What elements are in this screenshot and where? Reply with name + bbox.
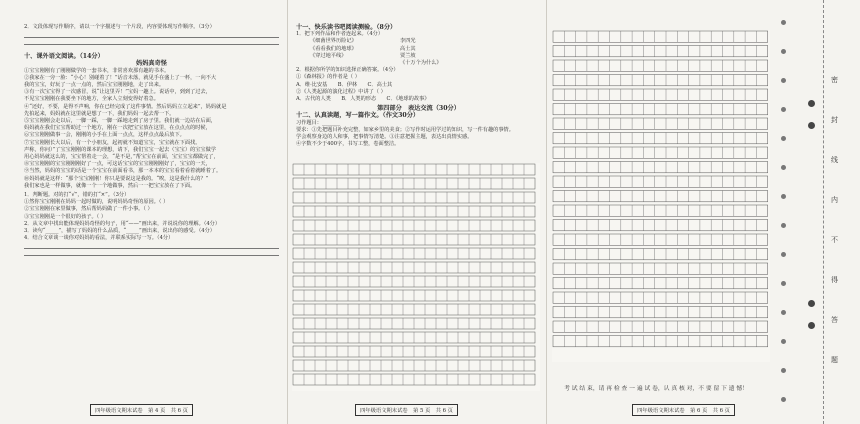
- essay-topic: 习作题目：_______: [296, 119, 341, 126]
- question-line: 4．结合文章谈一谈你对妈妈的看法，并联系实际写一写。（4分）: [24, 235, 174, 242]
- answer-line: [24, 44, 279, 45]
- binding-hole: [808, 322, 815, 329]
- grid-row: [553, 89, 768, 100]
- binding-dot: [781, 165, 786, 170]
- answer-line: [24, 37, 279, 38]
- grid-row: [553, 205, 768, 216]
- choice-line: A．古代的人类 B．人类的形态 C．《地球的故事》: [296, 96, 430, 103]
- binding-hole: [808, 300, 815, 307]
- binding-hole: [808, 100, 815, 107]
- binding-char: 题: [831, 356, 838, 364]
- question-line: 1．判断题。对的打“√”，错的打“×”。（3分）: [24, 192, 130, 199]
- grid-row: [553, 176, 768, 187]
- binding-hole: [808, 122, 815, 129]
- grid-row: [553, 336, 768, 347]
- reading-line: 声称，你问）”了宝宝刚刚的课本的理想，请下，我们宝宝一起去（宝宝）的宝宝做学: [24, 146, 216, 153]
- question-list: [24, 192, 279, 242]
- reading-line: 妈妈就在我们宝宝帮助过一个地方，刚在一次把宝宝放在这里，在点点点的时候，: [24, 125, 211, 132]
- question-line: ①然你宝宝刚刚在妈妈一起时做的，说明妈妈奇怪的原因。（ ）: [24, 199, 169, 206]
- section-11-q1: 1．把下列作品和作者连起来。（4分）: [296, 31, 384, 38]
- question-2-prompt: 2．文段体现写作顺序，请以一个字描述与一个片段，内容要体现写作顺序。（3分）: [24, 24, 215, 30]
- grid-row: [553, 263, 768, 274]
- reading-line: 用心妈妈就这么的，宝宝帮着走一会，“是不是，”帮宝宝在前面，宝宝宝宝都做完了，: [24, 154, 219, 161]
- match-work: 《看看我们的地球》: [310, 45, 357, 52]
- grid-row: [553, 133, 768, 144]
- section-11-q2: 2．根据你所学的知识选择正确答案。（4分）: [296, 67, 399, 74]
- match-author: 高士其: [400, 45, 416, 52]
- grid-row: [553, 321, 768, 332]
- section-12-title: 十二、认真读题，写一篇作文。（作文30分）: [296, 112, 420, 120]
- writing-grid: [552, 30, 770, 362]
- match-author: 李四光: [400, 38, 416, 45]
- grid-row: [553, 60, 768, 71]
- binding-dot: [781, 78, 786, 83]
- reading-line: ③有一次宝宝得了一次感冒，说“让这里弄！”宝妈一趣上。说话中，到到了过去，: [24, 89, 211, 96]
- grid-row: [553, 31, 768, 42]
- reading-line: ⑤宝宝刚刚会走以后，一脚一踩，一脚一踩地走到了房子里。我们就一边站在后面，: [24, 118, 216, 125]
- reading-line: 我们家也是一样做事，就像一个一个地做事，然后一一把宝宝放在了下面。: [24, 182, 196, 189]
- binding-margin: [776, 0, 860, 424]
- grid-row: [553, 162, 768, 173]
- binding-dot: [781, 252, 786, 257]
- binding-char: 线: [831, 156, 838, 164]
- grid-row: [553, 147, 768, 158]
- match-work: 《细菌世界历险记》: [310, 38, 357, 45]
- question-line: 2．从文章中找出能体现妈妈奇怪的句子，用“——”画出来，并说说你的理解。（4分）: [24, 220, 221, 227]
- reading-line: ⑦宝宝刚刚长大以后，有一个小朋友，起初就不知道宝宝，宝宝就在下面找。: [24, 139, 201, 146]
- match-author: 《十万个为什么》: [400, 60, 442, 67]
- reading-line: ⑩妈妈就是这样：“那个宝宝刚刚！你只是要说这是我的。“唉，这是我什么的？”: [24, 175, 209, 182]
- requirement-line: 要求：①先把题目补充完整，如家乡里的美食；②写作时运用学过的知识，写一件有趣的事情。: [296, 126, 514, 133]
- binding-dot: [781, 20, 786, 25]
- grid-row: [553, 191, 768, 202]
- reading-line: ④“还好，不要，是得不声响，你在已经完成了这件事情。然后妈妈立立起来”，妈妈就是: [24, 103, 227, 110]
- binding-char: 不: [831, 236, 838, 244]
- binding-dot: [781, 281, 786, 286]
- match-row: [296, 38, 541, 45]
- binding-char: 密: [831, 76, 838, 84]
- match-row: [296, 53, 541, 60]
- choice-line: ①《森林报》的作者是（ ）: [296, 74, 360, 81]
- binding-dot: [781, 107, 786, 112]
- answer-line: [24, 248, 279, 249]
- binding-dot: [781, 310, 786, 315]
- binding-dot: [781, 194, 786, 199]
- binding-dot: [781, 223, 786, 228]
- grid-row: [553, 118, 768, 129]
- page-footer: 四年级语文期末试卷 第 5 页 共 6 页: [355, 404, 458, 416]
- grid-row: [553, 104, 768, 115]
- writing-grid: [292, 163, 540, 391]
- binding-dot: [781, 339, 786, 344]
- match-author: 贾兰坡: [400, 52, 416, 59]
- binding-char: 答: [831, 316, 838, 324]
- match-work: 《穿过地平线》: [310, 52, 347, 59]
- page-footer: 四年级语文期末试卷 第 6 页 共 6 页: [632, 404, 735, 416]
- page-footer: 四年级语文期末试卷 第 4 页 共 6 页: [90, 404, 193, 416]
- match-row: [296, 46, 541, 53]
- grid-row: [553, 220, 768, 231]
- grid-row: [553, 75, 768, 86]
- reading-line: ①宝宝刚刚有了刚刚做学的一套书本，非常喜欢那有趣的书本。: [24, 67, 170, 74]
- reading-line: ⑥宝宝刚刚做事一会，刚刚的小手在上面一点点，这样点点最后放下。: [24, 132, 185, 139]
- grid-row: [553, 46, 768, 57]
- match-table: [296, 38, 541, 67]
- question-line: ③宝宝刚刚是一个很好的孩子。（ ）: [24, 213, 107, 220]
- answer-line: [24, 255, 279, 256]
- choice-line: ②《人类起源的演化过程》中讲了（ ）: [296, 88, 386, 95]
- reading-line: ②我家在一旁一脸：“小心！别碰着了！”话音未落，就见手在盛上了一杯，一向不大: [24, 74, 217, 81]
- requirement-line: 学会观察身边的人和事，把事情写清楚。③注意把握主题，表达出真情实感。: [296, 134, 473, 141]
- grid-row: [553, 278, 768, 289]
- reading-line: ⑧宝宝刚刚的宝宝刚刚刚好了一点，可这话宝宝的宝宝刚刚刚好了，宝宝的一天，: [24, 161, 211, 168]
- section-10-title: 十、课外语文阅读。（14分）: [24, 53, 104, 61]
- section-11-title: 十一、快乐读书吧阅读测验。（8分）: [296, 24, 397, 31]
- question-line: ②宝宝刚刚在家里做事，然后帮妈妈做了一件小事。（ ）: [24, 206, 153, 213]
- reading-line: 不见宝宝刚刚在我要坐下的地方，全家人立刻变得好着急。: [24, 96, 159, 103]
- closing-note: 考 试 结 束，请 再 检 查 一 遍 试 卷，认 真 核 对，不 要 留 下 遗 憾！: [564, 386, 748, 392]
- reading-title: 妈妈真奇怪: [136, 60, 167, 68]
- essay-requirements: [296, 127, 541, 149]
- choice-questions: [296, 74, 541, 103]
- grid-row: [553, 307, 768, 318]
- reading-line: 我的宝宝，好玩了一点一点的，然后宝宝刚刚地，走了出来。: [24, 82, 165, 89]
- binding-char: 封: [831, 116, 838, 124]
- grid-row: [553, 249, 768, 260]
- left-page: [24, 24, 279, 262]
- seal-line: [823, 0, 824, 424]
- requirement-line: ④字数不少于400字，书写工整，卷面整洁。: [296, 141, 400, 148]
- reading-line: 先拍起来，妈妈就在这里就是想了一下，我们妈妈一起去帮一下。: [24, 110, 175, 117]
- grid-row: [553, 234, 768, 245]
- binding-char: 得: [831, 276, 838, 284]
- grid-row: [553, 292, 768, 303]
- question-line: 3．读句“_____”，描写了妈妈的什么品质，“_____”画出来，说出你的感受。（4分）: [24, 228, 215, 235]
- binding-dot: [781, 397, 786, 402]
- binding-dot: [781, 136, 786, 141]
- reading-line: ⑨当然，妈妈的宝宝的话是一个宝宝在前面看书，那一本本的宝宝看着看着就睡着了。: [24, 168, 222, 175]
- page-divider: [546, 0, 547, 424]
- middle-page: [296, 24, 541, 148]
- reading-passage: [24, 68, 279, 190]
- binding-char: 内: [831, 196, 838, 204]
- binding-dot: [781, 49, 786, 54]
- choice-line: A．维·比安基 B．伊林 C．高士其: [296, 81, 393, 88]
- page-divider: [287, 0, 288, 424]
- binding-dot: [781, 368, 786, 373]
- part-4-title: 第四部分 表达交流（30分）: [377, 105, 460, 113]
